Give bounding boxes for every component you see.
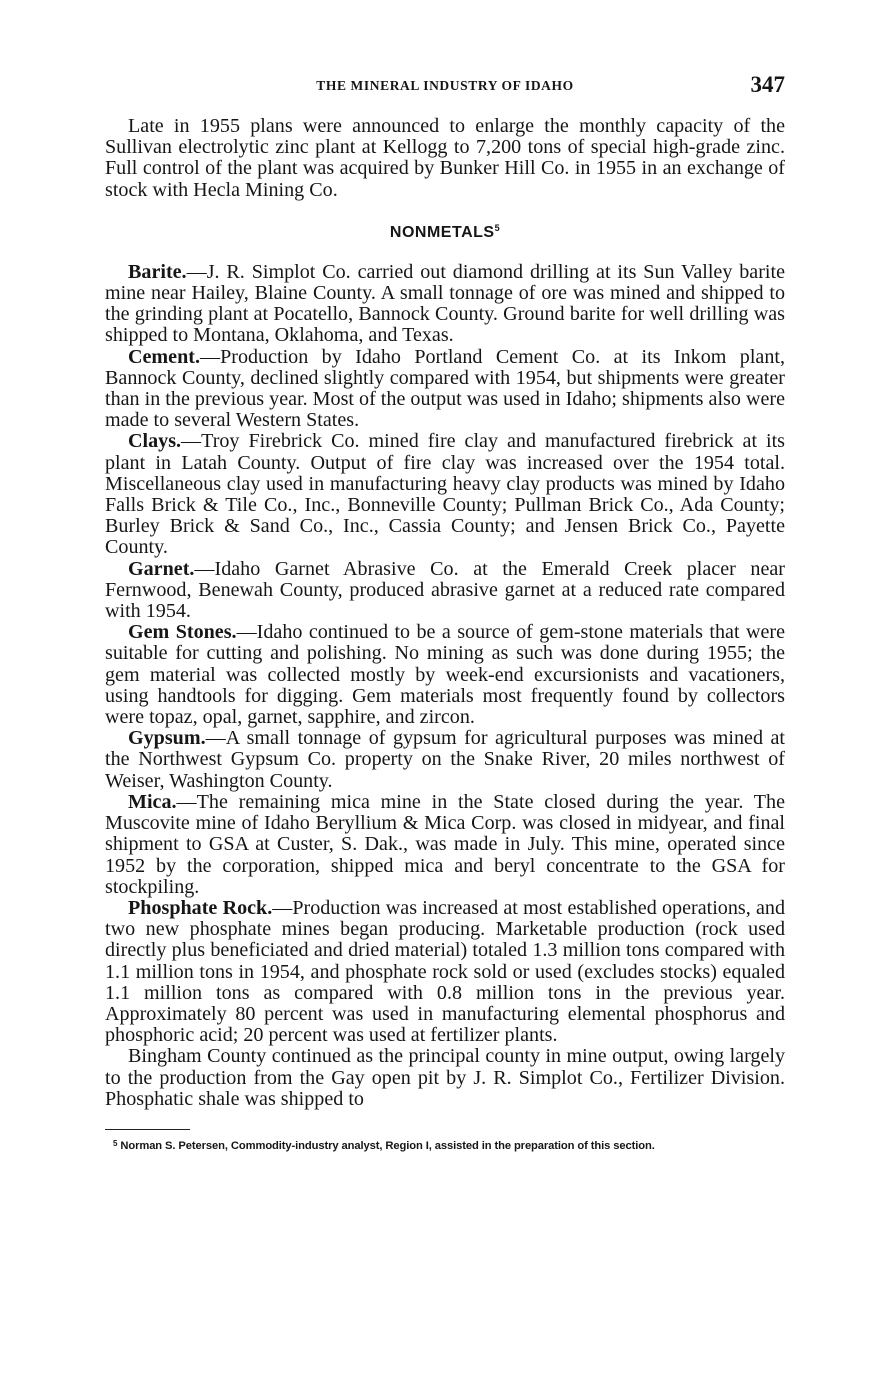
commodity-paragraph-gem-stones [105,622,785,728]
commodity-term: Mica. [128,790,177,813]
commodity-text: —Production was increased at most established operations, and two new phosphate mines began producing. Marketable production (rock used directly plus beneficiated and dried material) totaled 1.3 million tons compared with 1.1 million tons in 1954, and phosphate rock sold or used (excludes stocks) equaled 1.1 million tons as compared with 0.8 million tons in the previous year. Approximately 80 percent was used in manufacturing elemental phosphorus and phosphoric acid; 20 percent was used at fertilizer plants. [105,896,785,1047]
running-title: THE MINERAL INDUSTRY OF IDAHO [316,78,574,93]
intro-paragraph: Late in 1955 plans were announced to enlarge the monthly capacity of the Sullivan electrolytic zinc plant at Kellogg to 7,200 tons of special high-grade zinc. Full control of the plant was acquired by Bunker Hill Co. in 1955 in an exchange of stock with Hecla Mining Co. [105,115,785,201]
section-heading [105,223,785,242]
commodity-term: Barite. [128,260,187,283]
commodity-term: Clays. [128,430,182,453]
commodity-text: —The remaining mica mine in the State closed during the year. The Muscovite mine of Idaho Beryllium & Mica Corp. was closed in midyear, and final shipment to GSA at Custer, S. Dak., was made in July. This mine, operated since 1952 by the corporation, shipped mica and beryl concentrate to the GSA for stockpiling. [105,790,785,898]
commodity-text: —J. R. Simplot Co. carried out diamond drilling at its Sun Valley barite mine near Hailey, Blaine County. A small tonnage of ore was mined and shipped to the grinding plant at Pocatello, Bannock County. Ground barite for well drilling was shipped to Montana, Oklahoma, and Texas. [105,260,785,347]
commodity-term: Gem Stones. [128,621,237,644]
commodity-text: —Troy Firebrick Co. mined fire clay and manufactured firebrick at its plant in Latah County. Output of fire clay was increased over the 1954 total. Miscellaneous clay used in manufacturing heavy clay products was mined by Idaho Falls Brick & Tile Co., Inc., Bonneville County; Pullman Brick Co., Ada County; Burley Brick & Sand Co., Inc., Cassia County; and Jensen Brick Co., Payette County. [105,430,785,559]
commodity-paragraph-phosphate-rock [105,898,785,1046]
document-page [105,72,785,1152]
running-header [105,72,785,106]
commodity-term: Garnet. [128,557,195,580]
page-number: 347 [750,72,785,97]
commodity-paragraph-barite [105,262,785,347]
commodity-paragraph-clays [105,431,785,558]
commodity-paragraph-gypsum [105,728,785,792]
commodity-paragraph-garnet [105,559,785,623]
section-footnote-ref: 5 [494,222,501,233]
commodity-text: —Production by Idaho Portland Cement Co. at its Inkom plant, Bannock County, declined slightly compared with 1954, but shipments were greater than in the previous year. Most of the output was used in Idaho; shipments also were made to several Western States. [105,345,785,432]
footnote-marker: 5 [113,1138,118,1148]
footnote-divider [105,1129,190,1130]
commodity-text: —Idaho continued to be a source of gem-stone materials that were suitable for cutting and polishing. No mining as such was done during 1955; the gem material was collected mostly by week-end excursionists and vacationers, using handtools for digging. Gem materials most frequently found by collectors were topaz, opal, garnet, sapphire, and zircon. [105,621,785,729]
footnote [113,1139,785,1152]
commodity-term: Gypsum. [128,727,206,750]
commodity-paragraph-cement [105,347,785,432]
commodity-paragraph-mica [105,792,785,898]
commodity-term: Phosphate Rock. [128,896,273,919]
footnote-text: Norman S. Petersen, Commodity-industry analyst, Region I, assisted in the preparation of this section. [120,1139,655,1152]
commodity-term: Cement. [128,345,200,368]
section-title: NONMETALS [389,223,495,241]
closing-paragraph: Bingham County continued as the principal county in mine output, owing largely to the production from the Gay open pit by J. R. Simplot Co., Fertilizer Division. Phosphatic shale was shipped to [105,1045,785,1110]
commodity-text: —Idaho Garnet Abrasive Co. at the Emerald Creek placer near Fernwood, Benewah County, produced abrasive garnet at a reduced rate compared with 1954. [105,557,785,623]
commodity-text: —A small tonnage of gypsum for agricultural purposes was mined at the Northwest Gypsum Co. property on the Snake River, 20 miles northwest of Weiser, Washington County. [105,727,785,792]
